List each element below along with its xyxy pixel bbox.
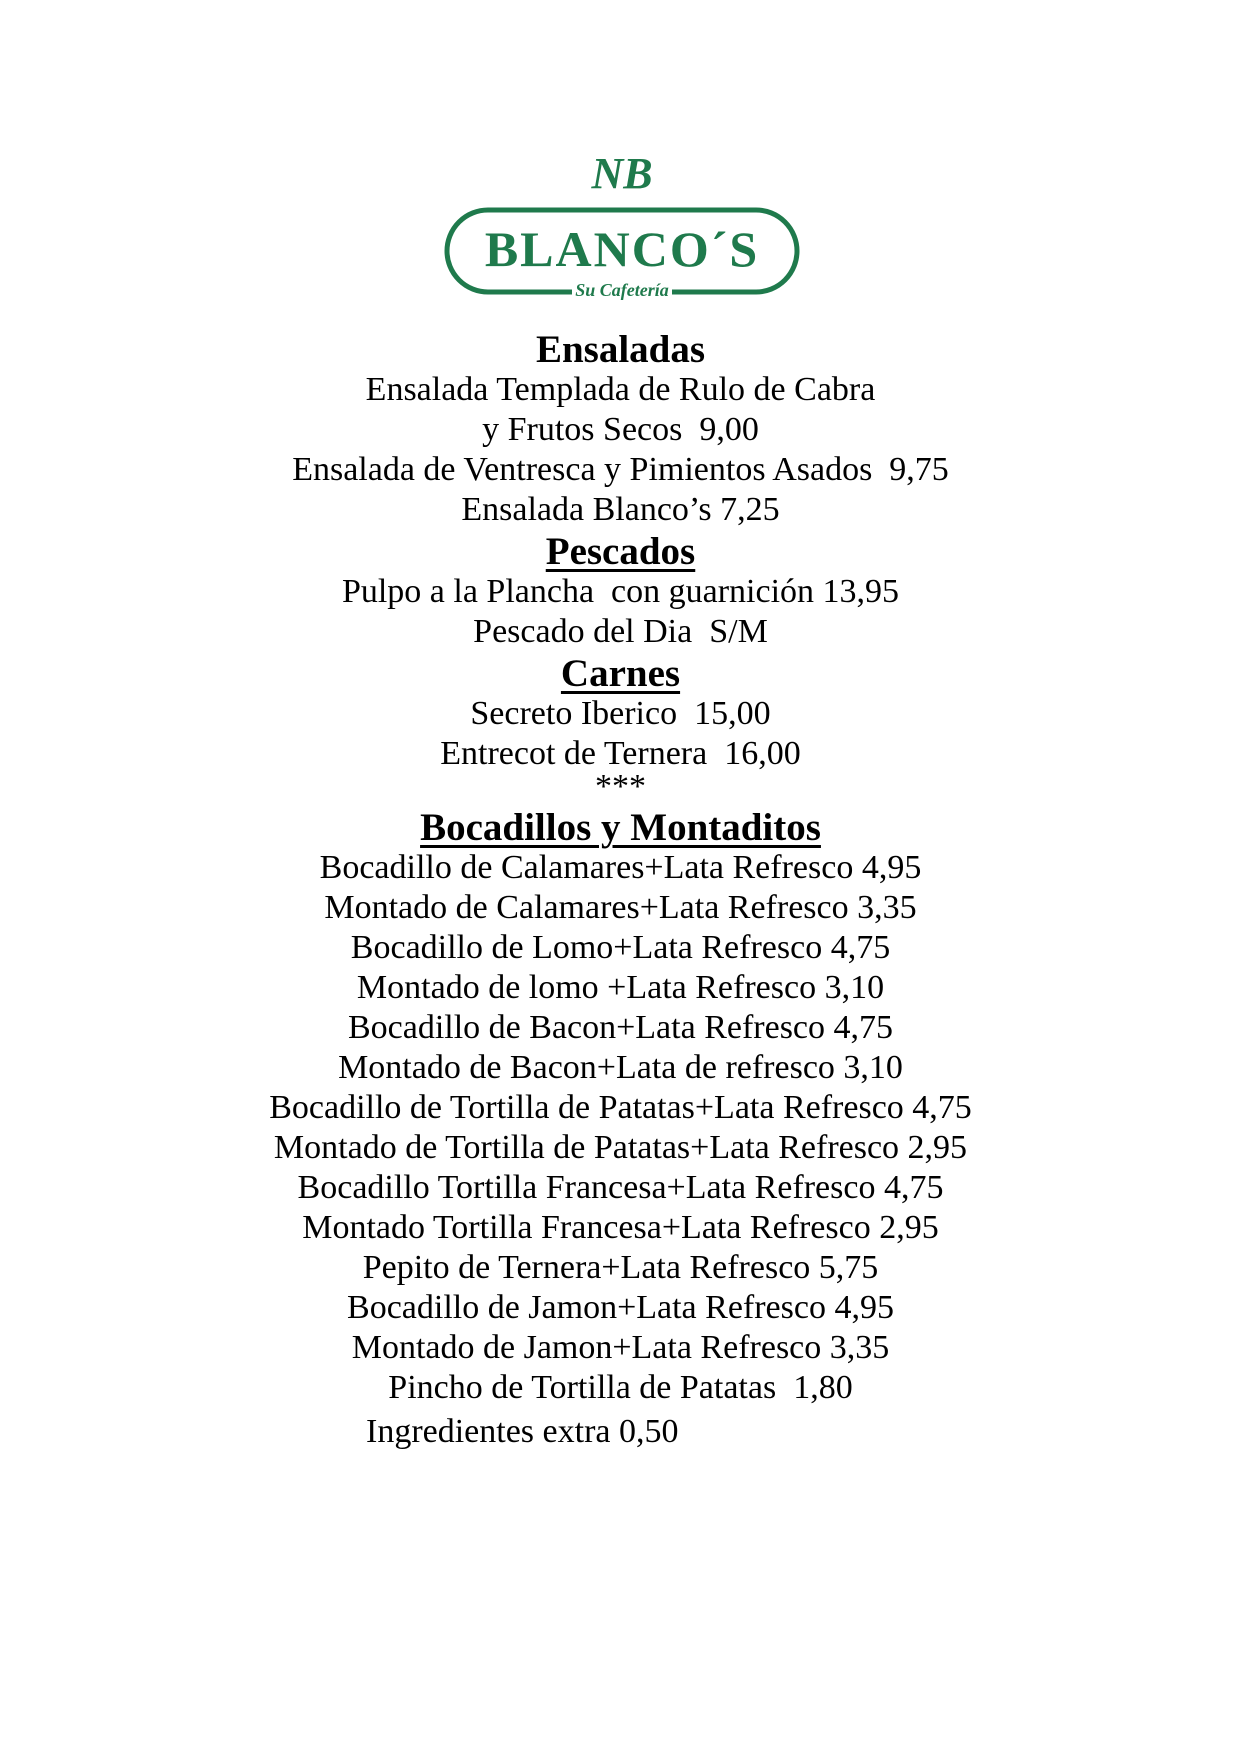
menu-item: Bocadillo de Tortilla de Patatas+Lata Refresco 4,75 bbox=[269, 1089, 972, 1126]
menu-item: Entrecot de Ternera 16,00 bbox=[440, 735, 801, 772]
section-pescados bbox=[0, 532, 1241, 652]
menu-item: Montado de Bacon+Lata de refresco 3,10 bbox=[338, 1049, 903, 1086]
menu-item: Pincho de Tortilla de Patatas 1,80 bbox=[388, 1369, 853, 1406]
section-title: Bocadillos y Montaditos bbox=[420, 806, 821, 849]
section-carnes bbox=[0, 654, 1241, 774]
section-title: Ensaladas bbox=[535, 328, 706, 371]
menu-item: Montado de Jamon+Lata Refresco 3,35 bbox=[351, 1329, 890, 1366]
logo-monogram: NB bbox=[591, 149, 653, 198]
section-bocadillos bbox=[0, 808, 1241, 1452]
logo-name: BLANCO´S bbox=[484, 221, 760, 277]
logo-tagline: Su Cafetería bbox=[575, 280, 669, 300]
section-ensaladas bbox=[0, 330, 1241, 530]
menu-item: Bocadillo Tortilla Francesa+Lata Refresco 4,75 bbox=[297, 1169, 944, 1206]
menu-item: Bocadillo de Calamares+Lata Refresco 4,95 bbox=[319, 849, 922, 886]
menu bbox=[0, 330, 1241, 1452]
menu-item: Pulpo a la Plancha con guarnición 13,95 bbox=[341, 573, 900, 610]
separator: *** bbox=[595, 768, 646, 805]
menu-item: Bocadillo de Lomo+Lata Refresco 4,75 bbox=[350, 929, 891, 966]
menu-item: Ensalada Blanco’s 7,25 bbox=[461, 491, 780, 528]
menu-item: Montado Tortilla Francesa+Lata Refresco 2,95 bbox=[302, 1209, 939, 1246]
menu-item: Bocadillo de Bacon+Lata Refresco 4,75 bbox=[347, 1009, 894, 1046]
blancos-logo bbox=[0, 140, 1241, 315]
menu-item: Secreto Iberico 15,00 bbox=[470, 695, 771, 732]
menu-item: Pescado del Dia S/M bbox=[473, 613, 768, 650]
menu-items bbox=[0, 694, 1241, 774]
menu-item: Ensalada de Ventresca y Pimientos Asados 9,75 bbox=[292, 451, 949, 488]
menu-items bbox=[0, 370, 1241, 530]
extra-ingredients: Ingredientes extra 0,50 bbox=[366, 1413, 679, 1450]
menu-item: Montado de Tortilla de Patatas+Lata Refresco 2,95 bbox=[273, 1129, 968, 1166]
menu-item: Bocadillo de Jamon+Lata Refresco 4,95 bbox=[347, 1289, 894, 1326]
menu-items bbox=[0, 848, 1241, 1408]
section-title: Carnes bbox=[560, 652, 681, 695]
menu-item: Montado de lomo +Lata Refresco 3,10 bbox=[356, 969, 885, 1006]
menu-items bbox=[0, 572, 1241, 652]
menu-item: Montado de Calamares+Lata Refresco 3,35 bbox=[324, 889, 917, 926]
menu-item: Ensalada Templada de Rulo de Cabra bbox=[365, 371, 876, 408]
menu-item: y Frutos Secos 9,00 bbox=[482, 411, 759, 448]
section-title: Pescados bbox=[545, 530, 696, 573]
menu-item: Pepito de Ternera+Lata Refresco 5,75 bbox=[362, 1249, 879, 1286]
